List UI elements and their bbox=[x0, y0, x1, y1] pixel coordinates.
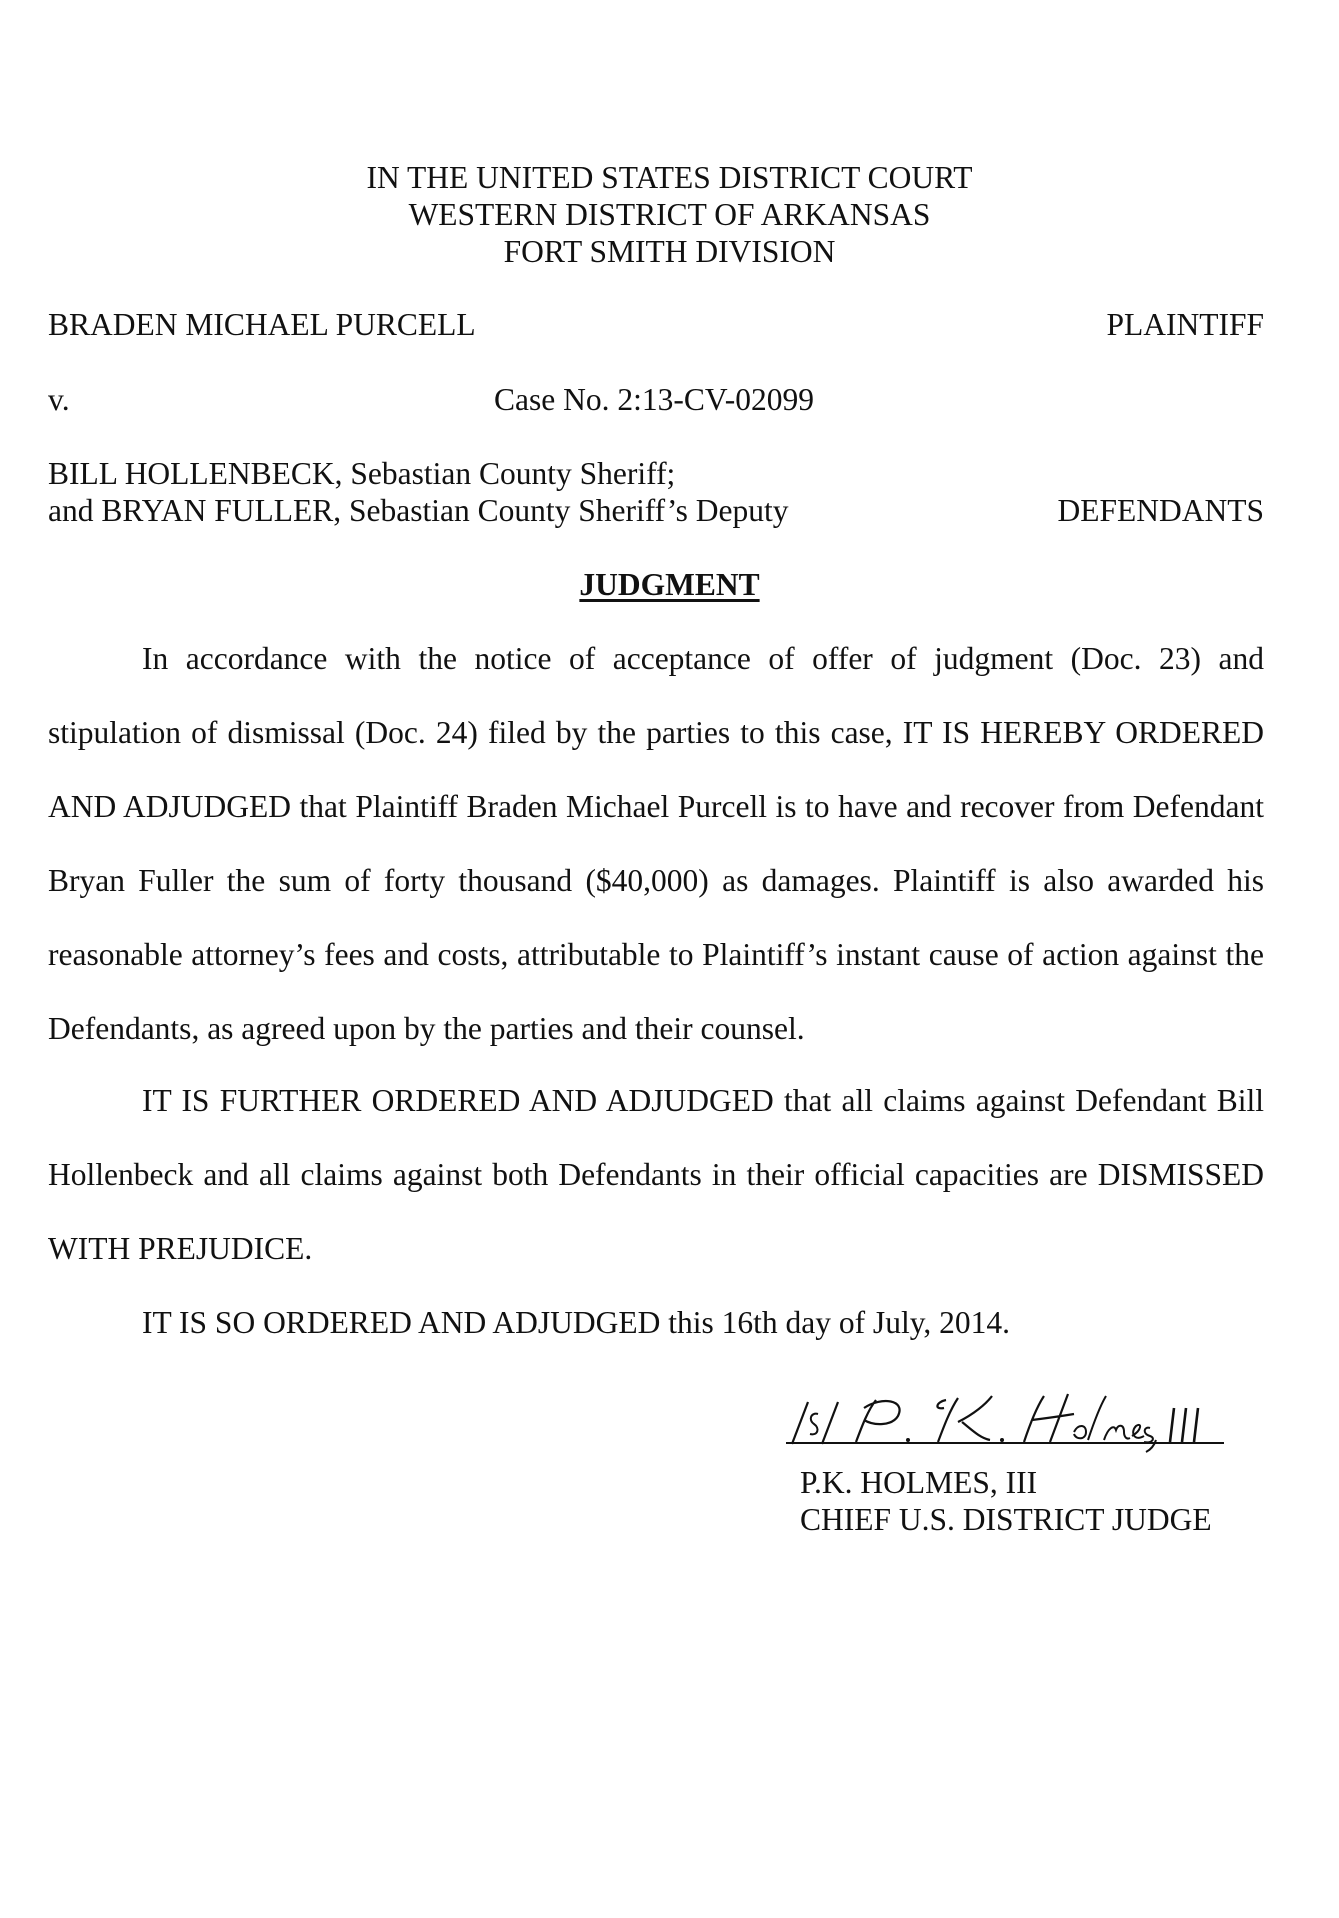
versus-label: v. bbox=[48, 382, 70, 417]
body-paragraph-1 bbox=[48, 622, 1264, 1066]
plaintiff-name: BRADEN MICHAEL PURCELL bbox=[48, 307, 476, 342]
body-paragraph-3 bbox=[48, 1286, 1264, 1360]
document-title: JUDGMENT bbox=[579, 567, 760, 602]
body-paragraph-2 bbox=[48, 1064, 1264, 1286]
case-number: Case No. 2:13-CV-02099 bbox=[494, 382, 814, 417]
signature-image bbox=[778, 1378, 1228, 1458]
signature-line bbox=[786, 1442, 1224, 1444]
judge-name: P.K. HOLMES, III bbox=[800, 1465, 1038, 1500]
court-division-line: FORT SMITH DIVISION bbox=[503, 234, 836, 269]
plaintiff-label: PLAINTIFF bbox=[1106, 307, 1264, 342]
judge-title: CHIEF U.S. DISTRICT JUDGE bbox=[800, 1502, 1212, 1537]
defendants-label: DEFENDANTS bbox=[1057, 493, 1264, 528]
body-paragraph-2-text: IT IS FURTHER ORDERED AND ADJUDGED that all claims against Defendant Bill Hollenbeck and all claims against both Defendants in their official capacities are DISMISSED WITH PREJUDICE. bbox=[48, 1083, 1264, 1266]
court-name-line: IN THE UNITED STATES DISTRICT COURT bbox=[366, 160, 973, 195]
defendant-line-2: and BRYAN FULLER, Sebastian County Sheriff’s Deputy bbox=[48, 493, 789, 528]
body-paragraph-1-text: In accordance with the notice of acceptance of offer of judgment (Doc. 23) and stipulation of dismissal (Doc. 24) filed by the parties to this case, IT IS HEREBY ORDERED AND ADJUDGED that Plaintiff Braden Michael Purcell is to have and recover from Defendant Bryan Fuller the sum of forty thousand ($40,000) as damages. Plaintiff is also awarded his reasonable attorney’s fees and costs, attributable to Plaintiff’s instant cause of action against the Defendants, as agreed upon by the parties and their counsel. bbox=[48, 641, 1264, 1046]
defendant-line-1: BILL HOLLENBECK, Sebastian County Sheriff; bbox=[48, 456, 676, 491]
court-district-line: WESTERN DISTRICT OF ARKANSAS bbox=[408, 197, 931, 232]
body-paragraph-3-text: IT IS SO ORDERED AND ADJUDGED this 16th day of July, 2014. bbox=[142, 1305, 1011, 1340]
